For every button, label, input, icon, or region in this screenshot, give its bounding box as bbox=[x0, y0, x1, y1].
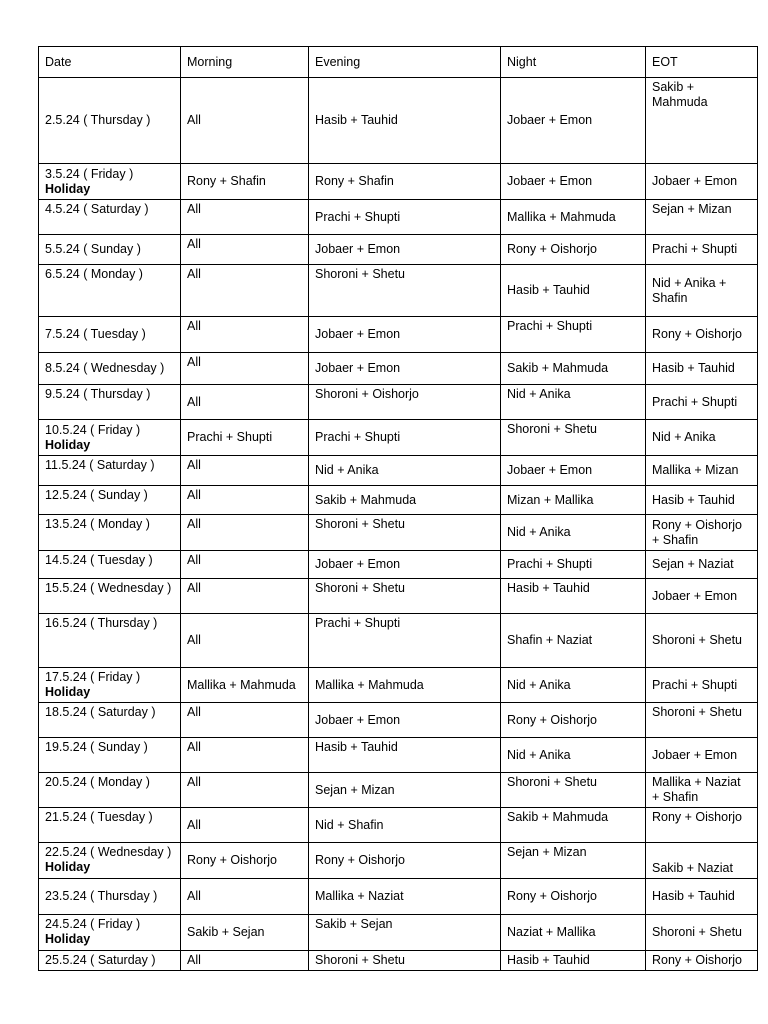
evening-cell bbox=[309, 78, 501, 164]
eot-cell bbox=[646, 843, 758, 879]
morning-text: All bbox=[187, 705, 201, 719]
night-cell bbox=[501, 235, 646, 265]
eot-text: Sejan + Naziat bbox=[652, 557, 734, 571]
night-cell bbox=[501, 808, 646, 843]
morning-cell bbox=[181, 456, 309, 486]
night-text: Prachi + Shupti bbox=[507, 319, 593, 333]
eot-text: Sakib + Mahmuda bbox=[652, 80, 708, 109]
eot-cell bbox=[646, 879, 758, 915]
morning-cell bbox=[181, 614, 309, 668]
night-cell bbox=[501, 773, 646, 808]
evening-cell bbox=[309, 879, 501, 915]
evening-text: Prachi + Shupti bbox=[315, 209, 401, 224]
duty-roster-table bbox=[38, 46, 758, 971]
night-cell bbox=[501, 353, 646, 385]
date-cell bbox=[39, 614, 181, 668]
evening-text: Hasib + Tauhid bbox=[315, 740, 398, 754]
date-cell bbox=[39, 808, 181, 843]
table-row bbox=[39, 951, 758, 971]
header-morning: Morning bbox=[181, 47, 309, 78]
morning-cell bbox=[181, 353, 309, 385]
date-cell bbox=[39, 738, 181, 773]
morning-cell bbox=[181, 235, 309, 265]
evening-text: Hasib + Tauhid bbox=[315, 113, 398, 127]
date-text: 14.5.24 ( Tuesday ) bbox=[45, 553, 153, 567]
eot-text: Jobaer + Emon bbox=[652, 174, 738, 188]
morning-text: All bbox=[187, 458, 201, 472]
date-cell bbox=[39, 843, 181, 879]
eot-cell bbox=[646, 164, 758, 200]
night-cell bbox=[501, 843, 646, 879]
evening-cell bbox=[309, 420, 501, 456]
morning-cell bbox=[181, 951, 309, 971]
holiday-label: Holiday bbox=[45, 181, 91, 196]
night-text: Hasib + Tauhid bbox=[507, 283, 590, 297]
table-row bbox=[39, 515, 758, 551]
morning-text: All bbox=[187, 581, 201, 595]
date-text: 3.5.24 ( Friday ) bbox=[45, 166, 134, 181]
night-text: Jobaer + Emon bbox=[507, 463, 593, 477]
eot-text: Rony + Oishorjo + Shafin bbox=[652, 517, 742, 547]
date-cell bbox=[39, 551, 181, 579]
eot-text: Rony + Oishorjo bbox=[652, 953, 742, 967]
morning-cell bbox=[181, 200, 309, 235]
date-cell bbox=[39, 200, 181, 235]
eot-text: Prachi + Shupti bbox=[652, 242, 738, 256]
night-cell bbox=[501, 78, 646, 164]
night-cell bbox=[501, 456, 646, 486]
eot-text: Mallika + Mizan bbox=[652, 463, 739, 477]
night-cell bbox=[501, 614, 646, 668]
holiday-label: Holiday bbox=[45, 437, 91, 452]
date-cell bbox=[39, 235, 181, 265]
night-cell bbox=[501, 551, 646, 579]
holiday-label: Holiday bbox=[45, 685, 91, 699]
evening-cell bbox=[309, 951, 501, 971]
evening-text: Nid + Shafin bbox=[315, 817, 384, 832]
eot-cell bbox=[646, 353, 758, 385]
date-cell bbox=[39, 420, 181, 456]
eot-cell bbox=[646, 420, 758, 456]
table-row bbox=[39, 200, 758, 235]
morning-text: Rony + Shafin bbox=[187, 174, 266, 188]
night-text: Mizan + Mallika bbox=[507, 492, 594, 507]
eot-cell bbox=[646, 265, 758, 317]
night-text: Shafin + Naziat bbox=[507, 633, 593, 647]
morning-cell bbox=[181, 551, 309, 579]
evening-cell bbox=[309, 703, 501, 738]
header-eot: EOT bbox=[646, 47, 758, 78]
date-cell bbox=[39, 78, 181, 164]
date-text: 17.5.24 ( Friday ) bbox=[45, 670, 141, 684]
eot-cell bbox=[646, 808, 758, 843]
date-text: 6.5.24 ( Monday ) bbox=[45, 267, 143, 281]
table-row bbox=[39, 579, 758, 614]
evening-cell bbox=[309, 385, 501, 420]
table-row bbox=[39, 668, 758, 703]
evening-text: Jobaer + Emon bbox=[315, 557, 401, 571]
night-cell bbox=[501, 515, 646, 551]
eot-cell bbox=[646, 614, 758, 668]
table-row bbox=[39, 420, 758, 456]
morning-text: All bbox=[187, 488, 201, 502]
eot-text: Mallika + Naziat + Shafin bbox=[652, 775, 741, 804]
eot-text: Sakib + Naziat bbox=[652, 861, 733, 875]
night-text: Rony + Oishorjo bbox=[507, 889, 597, 903]
night-text: Nid + Anika bbox=[507, 747, 571, 762]
evening-cell bbox=[309, 353, 501, 385]
night-text: Jobaer + Emon bbox=[507, 174, 593, 188]
table-row bbox=[39, 773, 758, 808]
night-text: Hasib + Tauhid bbox=[507, 953, 590, 967]
date-text: 4.5.24 ( Saturday ) bbox=[45, 202, 149, 216]
date-cell bbox=[39, 915, 181, 951]
morning-text: All bbox=[187, 267, 201, 281]
morning-text: Sakib + Sejan bbox=[187, 925, 265, 939]
eot-text: Sejan + Mizan bbox=[652, 202, 732, 216]
date-text: 18.5.24 ( Saturday ) bbox=[45, 705, 156, 719]
morning-cell bbox=[181, 78, 309, 164]
eot-cell bbox=[646, 668, 758, 703]
date-text: 24.5.24 ( Friday ) bbox=[45, 917, 141, 931]
night-cell bbox=[501, 579, 646, 614]
evening-text: Sejan + Mizan bbox=[315, 782, 395, 797]
eot-text: Prachi + Shupti bbox=[652, 677, 738, 692]
evening-text: Mallika + Naziat bbox=[315, 889, 404, 903]
morning-text: All bbox=[187, 817, 201, 832]
eot-text: Shoroni + Shetu bbox=[652, 925, 742, 939]
evening-cell bbox=[309, 738, 501, 773]
evening-text: Mallika + Mahmuda bbox=[315, 677, 424, 692]
table-row bbox=[39, 551, 758, 579]
evening-text: Jobaer + Emon bbox=[315, 327, 401, 341]
morning-text: All bbox=[187, 202, 201, 216]
date-cell bbox=[39, 486, 181, 515]
eot-cell bbox=[646, 200, 758, 235]
evening-cell bbox=[309, 456, 501, 486]
morning-cell bbox=[181, 879, 309, 915]
morning-text: All bbox=[187, 889, 201, 903]
eot-cell bbox=[646, 78, 758, 164]
evening-cell bbox=[309, 265, 501, 317]
evening-text: Shoroni + Shetu bbox=[315, 581, 405, 595]
night-text: Mallika + Mahmuda bbox=[507, 209, 616, 224]
night-text: Hasib + Tauhid bbox=[507, 581, 590, 595]
morning-cell bbox=[181, 843, 309, 879]
date-cell bbox=[39, 317, 181, 353]
evening-text: Jobaer + Emon bbox=[315, 242, 401, 256]
date-cell bbox=[39, 579, 181, 614]
evening-text: Jobaer + Emon bbox=[315, 712, 401, 727]
evening-text: Shoroni + Shetu bbox=[315, 267, 405, 281]
header-night: Night bbox=[501, 47, 646, 78]
night-cell bbox=[501, 486, 646, 515]
night-cell bbox=[501, 951, 646, 971]
eot-cell bbox=[646, 456, 758, 486]
morning-text: Prachi + Shupti bbox=[187, 430, 273, 444]
eot-cell bbox=[646, 486, 758, 515]
evening-cell bbox=[309, 235, 501, 265]
date-cell bbox=[39, 385, 181, 420]
evening-text: Rony + Oishorjo bbox=[315, 853, 405, 867]
eot-text: Rony + Oishorjo bbox=[652, 810, 742, 824]
night-cell bbox=[501, 265, 646, 317]
header-evening: Evening bbox=[309, 47, 501, 78]
date-text: 8.5.24 ( Wednesday ) bbox=[45, 361, 165, 375]
table-row bbox=[39, 353, 758, 385]
morning-text: Mallika + Mahmuda bbox=[187, 677, 296, 692]
night-text: Rony + Oishorjo bbox=[507, 712, 597, 727]
night-text: Sakib + Mahmuda bbox=[507, 810, 609, 824]
eot-text: Prachi + Shupti bbox=[652, 394, 738, 409]
eot-text: Jobaer + Emon bbox=[652, 588, 738, 603]
date-text: 15.5.24 ( Wednesday ) bbox=[45, 581, 172, 595]
morning-text: All bbox=[187, 553, 201, 567]
eot-cell bbox=[646, 317, 758, 353]
morning-text: Rony + Oishorjo bbox=[187, 853, 277, 867]
night-cell bbox=[501, 200, 646, 235]
eot-cell bbox=[646, 773, 758, 808]
evening-cell bbox=[309, 200, 501, 235]
evening-cell bbox=[309, 668, 501, 703]
header-date: Date bbox=[39, 47, 181, 78]
date-text: 22.5.24 ( Wednesday ) bbox=[45, 845, 172, 859]
date-text: 2.5.24 ( Thursday ) bbox=[45, 113, 151, 127]
evening-cell bbox=[309, 915, 501, 951]
eot-text: Jobaer + Emon bbox=[652, 747, 738, 762]
evening-text: Prachi + Shupti bbox=[315, 430, 401, 444]
table-row bbox=[39, 78, 758, 164]
morning-cell bbox=[181, 164, 309, 200]
night-text: Shoroni + Shetu bbox=[507, 775, 597, 789]
table-row bbox=[39, 879, 758, 915]
night-text: Sakib + Mahmuda bbox=[507, 361, 609, 375]
night-text: Nid + Anika bbox=[507, 525, 571, 539]
eot-text: Shoroni + Shetu bbox=[652, 705, 742, 719]
table-row bbox=[39, 456, 758, 486]
morning-cell bbox=[181, 738, 309, 773]
evening-text: Prachi + Shupti bbox=[315, 616, 401, 630]
date-cell bbox=[39, 164, 181, 200]
table-row bbox=[39, 385, 758, 420]
night-cell bbox=[501, 420, 646, 456]
evening-cell bbox=[309, 551, 501, 579]
eot-cell bbox=[646, 738, 758, 773]
table-row bbox=[39, 614, 758, 668]
evening-cell bbox=[309, 579, 501, 614]
night-text: Nid + Anika bbox=[507, 387, 571, 401]
night-text: Naziat + Mallika bbox=[507, 925, 596, 939]
morning-text: All bbox=[187, 740, 201, 754]
evening-cell bbox=[309, 486, 501, 515]
night-cell bbox=[501, 703, 646, 738]
evening-cell bbox=[309, 164, 501, 200]
morning-text: All bbox=[187, 517, 201, 531]
evening-cell bbox=[309, 317, 501, 353]
eot-text: Nid + Anika + Shafin bbox=[652, 275, 727, 305]
date-text: 25.5.24 ( Saturday ) bbox=[45, 953, 156, 967]
eot-text: Hasib + Tauhid bbox=[652, 492, 735, 507]
morning-text: All bbox=[187, 355, 201, 369]
table-row bbox=[39, 915, 758, 951]
date-text: 11.5.24 ( Saturday ) bbox=[45, 458, 155, 472]
eot-cell bbox=[646, 915, 758, 951]
date-text: 12.5.24 ( Sunday ) bbox=[45, 488, 148, 502]
night-cell bbox=[501, 317, 646, 353]
evening-text: Shoroni + Shetu bbox=[315, 953, 405, 967]
evening-cell bbox=[309, 843, 501, 879]
evening-text: Rony + Shafin bbox=[315, 174, 394, 188]
date-cell bbox=[39, 515, 181, 551]
evening-cell bbox=[309, 808, 501, 843]
evening-text: Shoroni + Oishorjo bbox=[315, 387, 419, 401]
eot-text: Nid + Anika bbox=[652, 430, 716, 444]
date-cell bbox=[39, 951, 181, 971]
evening-cell bbox=[309, 614, 501, 668]
morning-cell bbox=[181, 915, 309, 951]
eot-cell bbox=[646, 951, 758, 971]
morning-cell bbox=[181, 265, 309, 317]
evening-text: Sakib + Mahmuda bbox=[315, 492, 417, 507]
date-text: 10.5.24 ( Friday ) bbox=[45, 422, 141, 437]
morning-text: All bbox=[187, 633, 201, 647]
eot-text: Hasib + Tauhid bbox=[652, 889, 735, 903]
header-row bbox=[39, 47, 758, 78]
table-row bbox=[39, 164, 758, 200]
holiday-label: Holiday bbox=[45, 932, 91, 946]
night-cell bbox=[501, 738, 646, 773]
date-cell bbox=[39, 703, 181, 738]
evening-cell bbox=[309, 515, 501, 551]
morning-cell bbox=[181, 579, 309, 614]
table-row bbox=[39, 843, 758, 879]
morning-cell bbox=[181, 420, 309, 456]
morning-cell bbox=[181, 668, 309, 703]
evening-text: Sakib + Sejan bbox=[315, 917, 393, 931]
date-text: 19.5.24 ( Sunday ) bbox=[45, 740, 148, 754]
date-text: 20.5.24 ( Monday ) bbox=[45, 775, 150, 789]
date-text: 21.5.24 ( Tuesday ) bbox=[45, 810, 153, 824]
table-row bbox=[39, 703, 758, 738]
eot-cell bbox=[646, 235, 758, 265]
morning-text: All bbox=[187, 113, 201, 127]
night-cell bbox=[501, 385, 646, 420]
morning-cell bbox=[181, 385, 309, 420]
night-text: Nid + Anika bbox=[507, 677, 571, 692]
morning-cell bbox=[181, 703, 309, 738]
holiday-label: Holiday bbox=[45, 860, 91, 874]
morning-text: All bbox=[187, 319, 201, 333]
morning-text: All bbox=[187, 394, 201, 409]
night-cell bbox=[501, 668, 646, 703]
evening-text: Jobaer + Emon bbox=[315, 361, 401, 375]
table-row bbox=[39, 486, 758, 515]
table-row bbox=[39, 235, 758, 265]
table-row bbox=[39, 808, 758, 843]
eot-cell bbox=[646, 515, 758, 551]
eot-cell bbox=[646, 579, 758, 614]
eot-text: Shoroni + Shetu bbox=[652, 633, 742, 647]
night-cell bbox=[501, 164, 646, 200]
date-cell bbox=[39, 353, 181, 385]
date-cell bbox=[39, 773, 181, 808]
night-text: Rony + Oishorjo bbox=[507, 242, 597, 256]
date-text: 16.5.24 ( Thursday ) bbox=[45, 616, 158, 630]
date-text: 5.5.24 ( Sunday ) bbox=[45, 242, 141, 256]
night-text: Shoroni + Shetu bbox=[507, 422, 597, 436]
date-text: 13.5.24 ( Monday ) bbox=[45, 517, 150, 531]
night-text: Jobaer + Emon bbox=[507, 113, 593, 127]
date-text: 7.5.24 ( Tuesday ) bbox=[45, 327, 146, 341]
night-cell bbox=[501, 915, 646, 951]
eot-text: Hasib + Tauhid bbox=[652, 361, 735, 375]
date-cell bbox=[39, 668, 181, 703]
evening-text: Shoroni + Shetu bbox=[315, 517, 405, 531]
morning-cell bbox=[181, 773, 309, 808]
morning-text: All bbox=[187, 775, 201, 789]
eot-cell bbox=[646, 551, 758, 579]
date-text: 9.5.24 ( Thursday ) bbox=[45, 387, 151, 401]
table-row bbox=[39, 738, 758, 773]
morning-cell bbox=[181, 808, 309, 843]
morning-cell bbox=[181, 486, 309, 515]
night-cell bbox=[501, 879, 646, 915]
evening-text: Nid + Anika bbox=[315, 463, 379, 477]
morning-text: All bbox=[187, 237, 201, 251]
table-row bbox=[39, 317, 758, 353]
date-cell bbox=[39, 265, 181, 317]
morning-cell bbox=[181, 317, 309, 353]
morning-text: All bbox=[187, 953, 201, 967]
eot-cell bbox=[646, 703, 758, 738]
morning-cell bbox=[181, 515, 309, 551]
date-text: 23.5.24 ( Thursday ) bbox=[45, 889, 158, 903]
night-text: Sejan + Mizan bbox=[507, 845, 587, 859]
date-cell bbox=[39, 456, 181, 486]
eot-cell bbox=[646, 385, 758, 420]
roster-body bbox=[39, 78, 758, 971]
eot-text: Rony + Oishorjo bbox=[652, 327, 742, 341]
table-row bbox=[39, 265, 758, 317]
evening-cell bbox=[309, 773, 501, 808]
night-text: Prachi + Shupti bbox=[507, 557, 593, 571]
date-cell bbox=[39, 879, 181, 915]
